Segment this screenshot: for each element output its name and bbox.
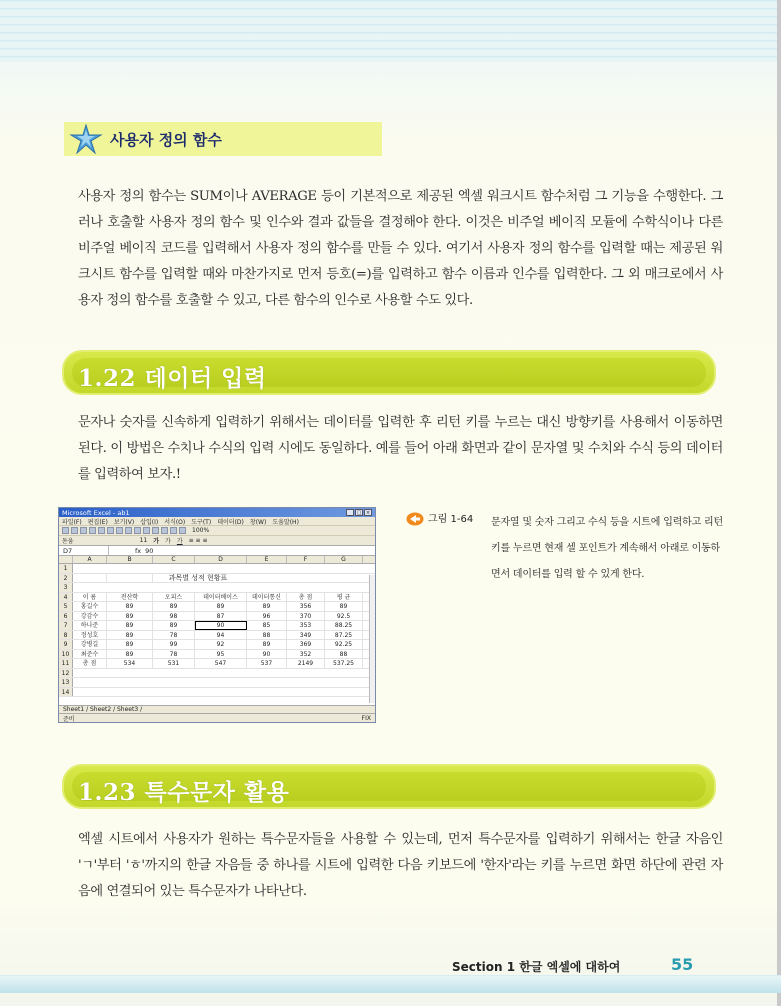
underline-icon[interactable]: 가 — [176, 538, 183, 545]
menu-insert[interactable]: 삽입(I) — [140, 518, 159, 526]
table-cell[interactable]: 89 — [195, 602, 247, 611]
table-row: 2 과목별 성적 현황표 — [59, 574, 375, 584]
column-header[interactable]: D — [195, 556, 247, 563]
table-row: 8 정성호 89 78 94 88 349 87.25 — [59, 631, 375, 641]
figure-label: 그림 1-64 — [428, 514, 474, 525]
top-decoration — [0, 0, 781, 62]
status-fix: FIX — [361, 714, 371, 722]
table-cell[interactable]: 88.25 — [325, 621, 363, 630]
table-cell[interactable]: 352 — [287, 650, 325, 659]
column-header[interactable]: C — [153, 556, 195, 563]
table-cell[interactable]: 88 — [247, 631, 287, 640]
table-cell[interactable]: 349 — [287, 631, 325, 640]
intro-paragraph: 사용자 정의 함수는 SUM이나 AVERAGE 등이 기본적으로 제공된 엑셀 워크시트 함수처럼 그 기능을 수행한다. 그러나 호출할 사용자 정의 함수 및 인수와 결과 값들을 결정해야 한다. 이것은 비주얼 베이직 모듈에 수학식이나 다른 비주얼 베이직 코드를 입력해서 사용자 정의 함수를 만들 수 있다. 여기서 사용자 정의 함수를 입력할 때는 제공된 워크시트 함수를 입력할 때와 마찬가지로 먼저 등호(=)를 입력하고 함수 이름과 인수를 입력한다. 그 외 매크로에서 사용자 정의 함수를 호출할 수 있고, 다른 함수의 인수로 사용할 수도 있다. — [78, 189, 723, 308]
table-cell[interactable]: 89 — [107, 612, 153, 621]
table-cell[interactable]: 89 — [107, 621, 153, 630]
menu-window[interactable]: 창(W) — [249, 518, 267, 526]
table-cell[interactable]: 총 점 — [73, 659, 107, 668]
table-cell[interactable]: 89 — [107, 650, 153, 659]
table-cell[interactable]: 89 — [153, 602, 195, 611]
status-ready: 준비 — [63, 715, 75, 723]
table-cell[interactable]: 강감수 — [73, 612, 107, 621]
footer-section-title: Section 1 한글 엑셀에 대하여 — [452, 960, 621, 974]
column-header[interactable]: G — [325, 556, 363, 563]
table-row: 5 홍길수 89 89 89 89 356 89 — [59, 602, 375, 612]
table-row: 9 강병길 89 99 92 89 369 92.25 — [59, 640, 375, 650]
chart-icon[interactable] — [179, 527, 186, 534]
table-cell[interactable]: 92 — [195, 640, 247, 649]
subsection-heading — [64, 122, 382, 156]
table-cell[interactable]: 89 — [107, 631, 153, 640]
table-row: 14 — [59, 688, 375, 698]
print-icon[interactable] — [89, 527, 96, 534]
excel-standard-toolbar — [59, 526, 375, 536]
table-title[interactable]: 과목별 성적 현황표 — [168, 573, 228, 582]
column-header[interactable]: B — [107, 556, 153, 563]
menu-format[interactable]: 서식(O) — [164, 518, 186, 526]
table-cell[interactable]: 하나준 — [73, 621, 107, 630]
table-cell[interactable]: 전산학 — [107, 593, 153, 602]
table-row: 3 — [59, 583, 375, 593]
section-banner-1-23 — [62, 764, 716, 809]
table-cell[interactable]: 최준수 — [73, 650, 107, 659]
column-headers — [59, 556, 375, 564]
table-cell[interactable]: 87.25 — [325, 631, 363, 640]
table-row: 11 총 점 534 531 547 537 2149 537.25 — [59, 659, 375, 669]
table-cell[interactable]: 99 — [153, 640, 195, 649]
page-edge — [777, 0, 781, 1006]
subsection-title: 사용자 정의 함수 — [110, 130, 222, 149]
bold-icon[interactable]: 가 — [153, 538, 160, 545]
table-row: 7 하나준 89 89 90 85 353 88.25 — [59, 621, 375, 631]
font-size-select[interactable]: 11 — [139, 537, 148, 544]
zoom-value[interactable]: 100% — [192, 527, 210, 534]
table-cell[interactable]: 353 — [287, 621, 325, 630]
sort-icon[interactable] — [170, 527, 177, 534]
column-header[interactable]: E — [247, 556, 287, 563]
table-cell[interactable]: 94 — [195, 631, 247, 640]
page-number: 55 — [671, 955, 694, 974]
menu-file[interactable]: 파일(F) — [62, 518, 82, 526]
spell-icon[interactable] — [107, 527, 114, 534]
section-title-1-23: 1.23 특수문자 활용 — [78, 779, 290, 806]
table-cell[interactable]: 정성호 — [73, 631, 107, 640]
table-cell[interactable]: 89 — [107, 640, 153, 649]
section-title-1-22: 1.22 데이터 입력 — [78, 365, 267, 392]
formula-input[interactable]: 90 — [145, 546, 154, 555]
table-cell[interactable]: 547 — [195, 659, 247, 668]
table-cell[interactable]: 96 — [247, 612, 287, 621]
paste-icon[interactable] — [134, 527, 141, 534]
save-icon[interactable] — [80, 527, 87, 534]
status-bar — [59, 713, 375, 722]
table-cell[interactable]: 2149 — [287, 659, 325, 668]
table-cell[interactable]: 356 — [287, 602, 325, 611]
excel-window — [58, 507, 376, 723]
excel-title: Microsoft Excel - ab1 — [62, 508, 130, 517]
special-chars-paragraph: 엑셀 시트에서 사용자가 원하는 특수문자들을 사용할 수 있는데, 먼저 특수문자를 입력하기 위해서는 한글 자음인 'ㄱ'부터 'ㅎ'까지의 한글 자음들 중 하나를 시트에 입력한 다음 키보드에 '한자'라는 키를 누르면 화면 하단에 관련 자음에 연결되어 있는 특수문자가 나타난다. — [78, 832, 723, 899]
vertical-scrollbar[interactable] — [369, 575, 375, 703]
table-cell[interactable]: 데이터통신 — [247, 593, 287, 602]
table-cell[interactable]: 92.5 — [325, 612, 363, 621]
table-cell[interactable]: 총 점 — [287, 593, 325, 602]
redo-icon[interactable] — [152, 527, 159, 534]
close-icon[interactable]: × — [365, 510, 371, 516]
table-cell[interactable]: 강병길 — [73, 640, 107, 649]
selected-cell[interactable]: 90 — [195, 621, 247, 630]
menu-tools[interactable]: 도구(T) — [191, 518, 212, 526]
table-cell[interactable]: 88 — [325, 650, 363, 659]
table-cell[interactable]: 95 — [195, 650, 247, 659]
table-cell[interactable]: 370 — [287, 612, 325, 621]
table-cell[interactable]: 89 — [107, 602, 153, 611]
figure-caption: 문자열 및 숫자 그리고 수식 등을 시트에 입력하고 리턴 키를 누르면 현재 셀 포인트가 계속해서 아래로 이동하면서 데이터를 입력 할 수 있게 한다. — [491, 517, 723, 580]
align-icons[interactable]: ≡ ≡ ≡ — [188, 537, 208, 544]
table-cell[interactable]: 78 — [153, 650, 195, 659]
preview-icon[interactable] — [98, 527, 105, 534]
new-icon[interactable] — [62, 527, 69, 534]
footer-band — [0, 975, 781, 993]
table-cell[interactable]: 홍길수 — [73, 602, 107, 611]
star-icon — [64, 122, 108, 156]
table-cell[interactable]: 이 름 — [73, 593, 107, 602]
section-banner-1-22 — [62, 350, 716, 395]
table-cell[interactable]: 87 — [195, 612, 247, 621]
fx-icon: fx — [135, 546, 142, 555]
minimize-icon[interactable]: _ — [346, 509, 354, 516]
formula-bar — [59, 546, 375, 556]
table-cell[interactable]: 85 — [247, 621, 287, 630]
table-cell[interactable]: 537.25 — [325, 659, 363, 668]
table-cell[interactable]: 78 — [153, 631, 195, 640]
table-cell[interactable]: 평 균 — [325, 593, 363, 602]
table-cell[interactable]: 537 — [247, 659, 287, 668]
table-cell[interactable]: 89 — [247, 640, 287, 649]
excel-menu-bar — [59, 517, 375, 526]
table-cell[interactable]: 오피스 — [153, 593, 195, 602]
menu-edit[interactable]: 편집(E) — [87, 518, 108, 526]
sheet-tabs[interactable]: Sheet1 / Sheet2 / Sheet3 / — [59, 705, 375, 713]
name-box[interactable]: D7 — [59, 546, 109, 555]
table-cell[interactable]: 369 — [287, 640, 325, 649]
data-entry-paragraph: 문자나 숫자를 신속하게 입력하기 위해서는 데이터를 입력한 후 리턴 키를 누르는 대신 방향키를 사용해서 이동하면 된다. 이 방법은 수치나 수식의 입력 시에도 동일하다. 예를 들어 아래 화면과 같이 문자열 및 수치와 수식 등의 데이터를 입력하여 보자.! — [78, 415, 723, 482]
menu-view[interactable]: 보기(V) — [113, 518, 135, 526]
copy-icon[interactable] — [125, 527, 132, 534]
autosum-icon[interactable] — [161, 527, 168, 534]
excel-format-toolbar — [59, 536, 375, 546]
table-cell[interactable]: 89 — [247, 602, 287, 611]
table-cell[interactable]: 531 — [153, 659, 195, 668]
table-row: 10 최준수 89 78 95 90 352 88 — [59, 650, 375, 660]
arrow-left-icon — [406, 512, 424, 526]
menu-help[interactable]: 도움말(H) — [272, 518, 299, 526]
table-row: 4 이 름 전산학 오피스 데이터베이스 데이터통신 총 점 평 균 — [59, 593, 375, 603]
table-row: 1 — [59, 564, 375, 574]
italic-icon[interactable]: 가 — [165, 538, 171, 545]
table-cell[interactable]: 534 — [107, 659, 153, 668]
column-header[interactable]: F — [287, 556, 325, 563]
maximize-icon[interactable]: □ — [356, 510, 362, 516]
table-row: 6 강감수 89 98 87 96 370 92.5 — [59, 612, 375, 622]
cut-icon[interactable] — [116, 527, 123, 534]
table-cell[interactable]: 89 — [325, 602, 363, 611]
table-cell[interactable]: 98 — [153, 612, 195, 621]
table-row: 12 — [59, 669, 375, 679]
table-cell[interactable]: 데이터베이스 — [195, 593, 247, 602]
open-icon[interactable] — [71, 527, 78, 534]
menu-data[interactable]: 데이터(D) — [217, 518, 244, 526]
sheet-grid — [59, 556, 375, 697]
column-header[interactable]: A — [73, 556, 107, 563]
table-row: 13 — [59, 678, 375, 688]
undo-icon[interactable] — [143, 527, 150, 534]
font-name-select[interactable]: 돋움 — [62, 538, 74, 545]
table-cell[interactable]: 92.25 — [325, 640, 363, 649]
table-cell[interactable]: 90 — [247, 650, 287, 659]
table-cell[interactable]: 89 — [153, 621, 195, 630]
